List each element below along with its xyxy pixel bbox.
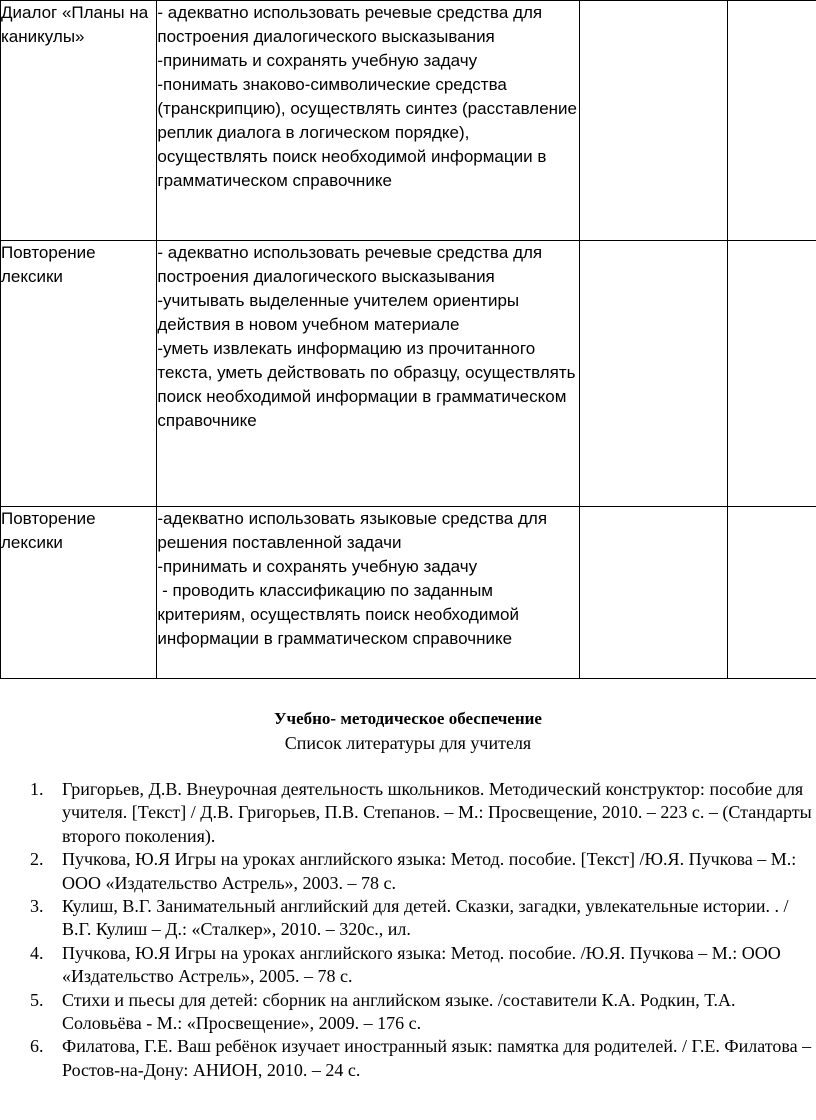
empty-cell [728,1,816,241]
empty-cell [580,241,728,507]
skill-item: -принимать и сохранять учебную задачу [157,51,478,70]
skill-item: - проводить классификацию по заданным критериям, осуществлять поиск необходимой информации в грамматическом справочнике [157,581,524,648]
list-item [0,895,812,942]
section-subtitle: Список литературы для учителя [284,733,532,753]
list-number: 3. [30,896,44,917]
section-title: Учебно- методическое обеспечение [274,709,542,728]
empty-cell [580,507,728,679]
list-number: 1. [30,779,44,799]
skill-item: -учитывать выделенные учителем ориентиры действия в новом учебном материале [157,291,524,334]
reference-list [0,778,812,1082]
list-item [0,942,812,989]
table-row [1,507,816,679]
topic-cell: Диалог «Планы на каникулы» [1,1,157,241]
list-number: 5. [30,989,44,1010]
empty-cell [728,507,816,679]
skills-cell [157,507,580,679]
empty-cell [580,1,728,241]
list-number: 4. [30,942,44,963]
table-row [1,241,816,507]
topic-cell: Повторение лексики [1,241,157,507]
reference-text: Пучкова, Ю.Я Игры на уроках английского языка: Метод. пособие. [Текст] /Ю.Я. Пучкова – М.: ООО «Издательство Астрель», 2003. – 78 с. [62,849,797,893]
reference-text: Стихи и пьесы для детей: сборник на английском языке. /составители К.А. Родкин, Т.А. Соловьёва - М.: «Просвещение», 2009. – 176 с. [62,989,736,1034]
list-item [0,989,812,1036]
list-item [0,1035,812,1082]
skill-item: -понимать знаково-символические средства (транскрипцию), осуществлять синтез (расставление реплик диалога в логическом порядке), осуществлять поиск необходимой информации в грамматическом справочнике [157,75,582,190]
empty-cell [728,241,816,507]
list-item [0,778,812,848]
skill-item: - адекватно использовать речевые средства для построения диалогического высказывания [157,243,547,286]
reference-text: Филатова, Г.Е. Ваш ребёнок изучает иностранный язык: памятка для родителей. / Г.Е. Филатова – Ростов-на-Дону: АНИОН, 2010. – 24 с. [62,1036,812,1080]
topic-cell: Повторение лексики [1,507,157,679]
table-row [1,1,816,241]
reference-text: Пучкова, Ю.Я Игры на уроках английского языка: Метод. пособие. /Ю.Я. Пучкова – М.: ООО «Издательство Астрель», 2005. – 78 с. [62,942,781,987]
skill-item: -уметь извлекать информацию из прочитанного текста, уметь действовать по образцу, осуществлять поиск необходимой информации в грамматическом справочнике [157,339,581,430]
skill-item: -адекватно использовать языковые средства для решения поставленной задачи [157,509,552,552]
reference-text: Кулиш, В.Г. Занимательный английский для детей. Сказки, загадки, увлекательные истории. . / В.Г. Кулиш – Д.: «Сталкер», 2010. – 320с., ил. [62,896,789,940]
list-item [0,848,812,895]
reference-text: Григорьев, Д.В. Внеурочная деятельность школьников. Методический конструктор: пособие для учителя. [Текст] / Д.В. Григорьев, П.В. Степанов. – М.: Просвещение, 2010. – 223 с. – (Стандарты второго поколения). [62,779,812,846]
skill-item: - адекватно использовать речевые средства для построения диалогического высказывания [157,3,547,46]
skills-cell [157,241,580,507]
skills-cell [157,1,580,241]
list-number: 2. [30,849,44,870]
skill-item: -принимать и сохранять учебную задачу [157,557,478,576]
list-number: 6. [30,1036,44,1057]
